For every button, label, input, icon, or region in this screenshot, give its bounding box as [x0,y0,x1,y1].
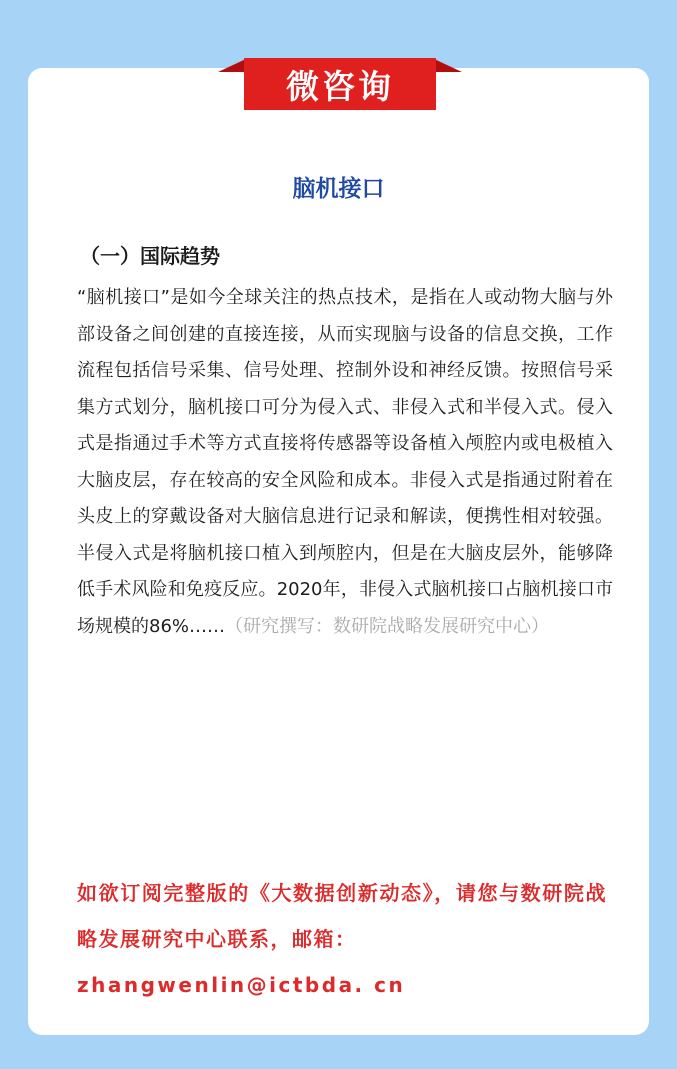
banner-label: 微咨询 [244,58,436,110]
contact-email[interactable]: zhangwenlin@ictbda. cn [77,973,406,997]
section-heading: （一）国际趋势 [80,244,220,268]
subscribe-note [77,870,607,1008]
paragraph-source: （研究撰写：数研院战略发展研究中心） [225,615,550,637]
article-paragraph [77,280,613,645]
subscribe-text: 如欲订阅完整版的《大数据创新动态》，请您与数研院战略发展研究中心联系，邮箱： [77,881,607,951]
paragraph-body: “脑机接口”是如今全球关注的热点技术，是指在人或动物大脑与外部设备之间创建的直接连接，从而实现脑与设备的信息交换，工作流程包括信号采集、信号处理、控制外设和神经反馈。按照信号采集方式划分，脑机接口可分为侵入式、非侵入式和半侵入式。侵入式是指通过手术等方式直接将传感器等设备植入颅腔内或电极植入大脑皮层，存在较高的安全风险和成本。非侵入式是指通过附着在头皮上的穿戴设备对大脑信息进行记录和解读，便携性相对较强。半侵入式是将脑机接口植入到颅腔内，但是在大脑皮层外，能够降低手术风险和免疫反应。2020年，非侵入式脑机接口占脑机接口市场规模的86%…… [77,287,613,637]
article-title: 脑机接口 [292,176,385,202]
ribbon-fold-right [432,58,462,72]
banner-ribbon [218,58,462,110]
